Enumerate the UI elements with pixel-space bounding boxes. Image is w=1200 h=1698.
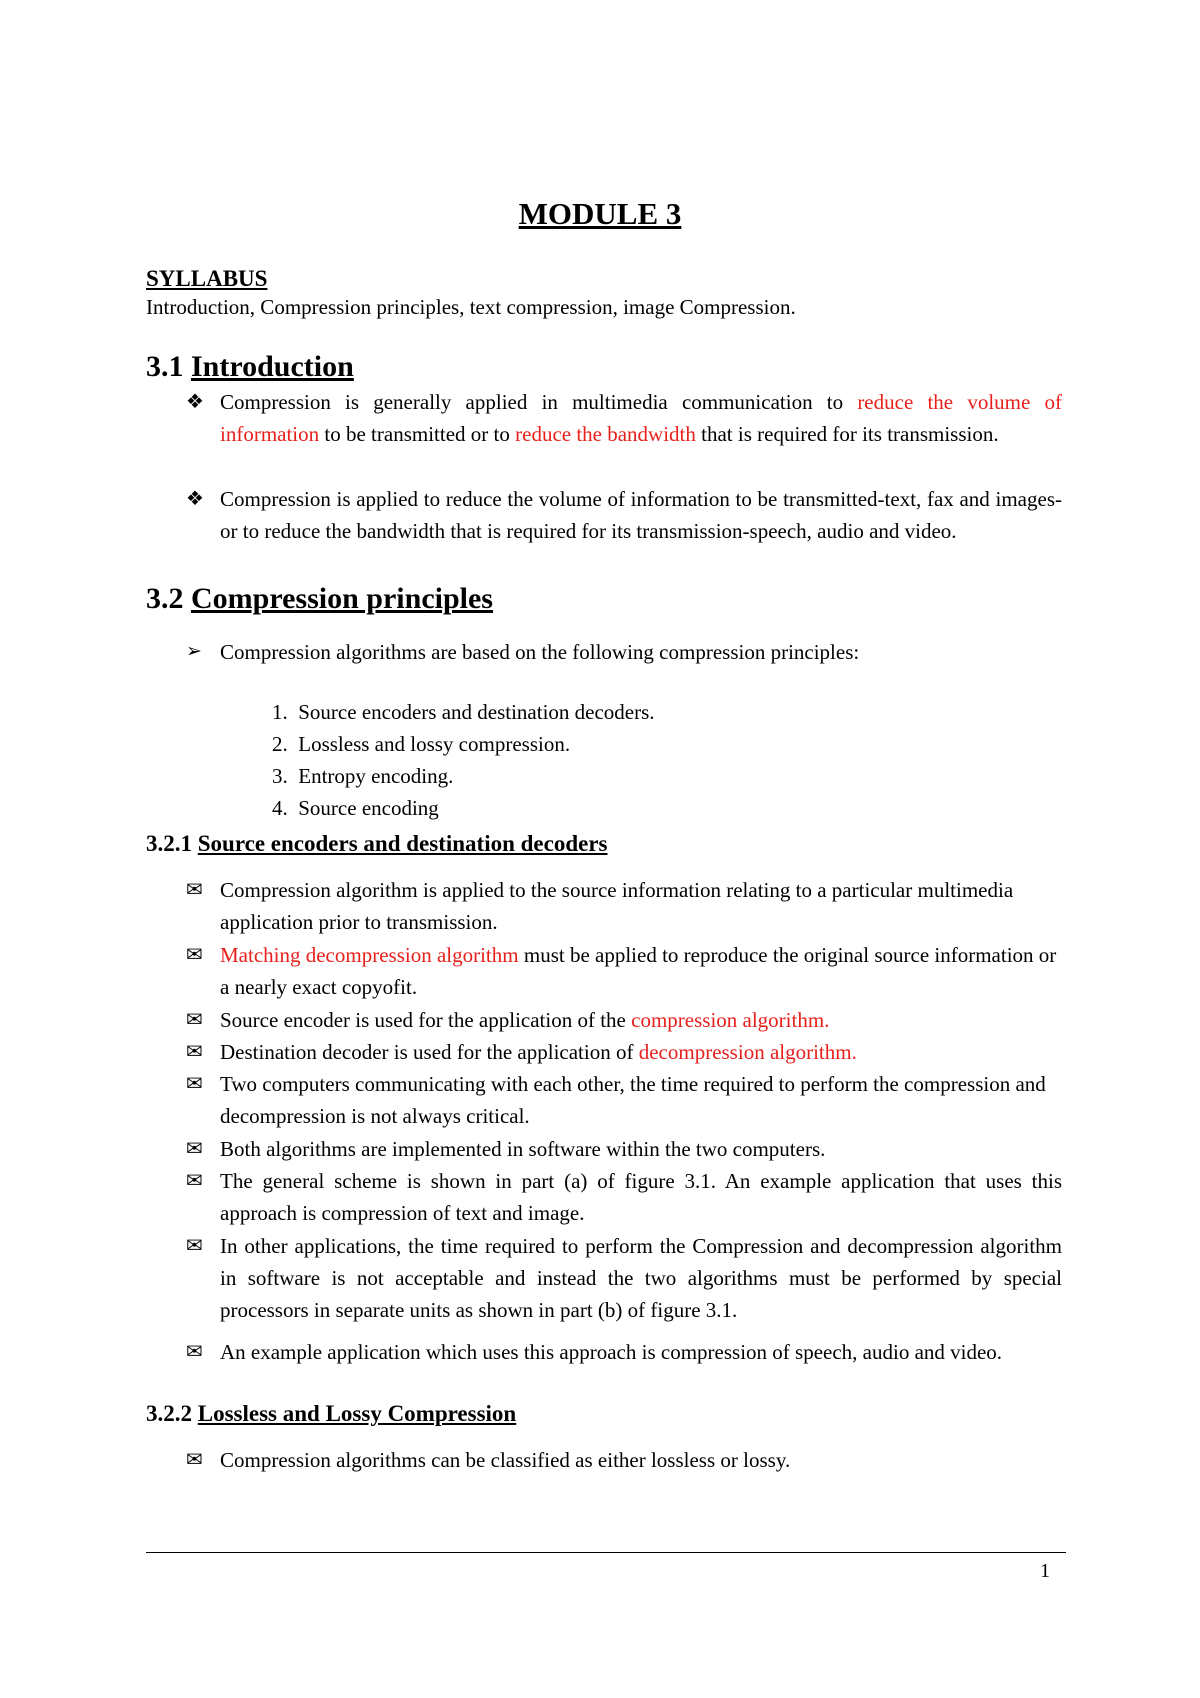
highlight-reduce-bandwidth: reduce the bandwidth <box>515 422 696 446</box>
diamond-bullet-icon: ❖ <box>186 488 204 510</box>
encoder-bullet-8: In other applications, the time required to perform the Compression and decompression algorithm in software is not acceptable and instead the two algorithms must be performed by special processors in separate units as shown in part (b) of figure 3.1. <box>220 1234 1062 1322</box>
section-3-2-number: 3.2 <box>146 582 184 615</box>
section-3-1-number: 3.1 <box>146 350 184 383</box>
section-3-2-heading <box>146 584 493 614</box>
section-3-2-1-heading <box>146 832 608 855</box>
section-3-2-title: Compression principles <box>191 582 493 615</box>
mail-bullet-icon: ✉ <box>186 1041 203 1063</box>
section-3-2-1-number: 3.2.1 <box>146 831 192 856</box>
mail-bullet-icon: ✉ <box>186 944 203 966</box>
encoder-bullet-7: The general scheme is shown in part (a) of figure 3.1. An example application that uses this approach is compression of text and image. <box>220 1169 1062 1225</box>
encoder-bullet-1: Compression algorithm is applied to the source information relating to a particular multimedia application prior to transmission. <box>220 878 1014 934</box>
principle-1: Source encoders and destination decoders. <box>298 700 655 724</box>
encoder-bullet-3-text: Source encoder is used for the application of the <box>220 1008 632 1032</box>
principle-4: Source encoding <box>298 796 439 820</box>
principles-list-item: 3. Entropy encoding. <box>272 764 454 788</box>
intro-bullet-1-text-b: to be transmitted or to <box>319 422 516 446</box>
mail-bullet-icon: ✉ <box>186 1138 203 1160</box>
footer-divider <box>146 1552 1066 1553</box>
mail-bullet-icon: ✉ <box>186 1170 203 1192</box>
intro-bullet-1-text-a: Compression is generally applied in multimedia communication to <box>220 390 858 414</box>
highlight-reduce-volume: reduce the volume of information <box>220 390 1062 446</box>
mail-bullet-icon: ✉ <box>186 1073 203 1095</box>
section-3-1-heading <box>146 352 354 382</box>
intro-bullet-1 <box>220 386 1062 450</box>
mail-bullet-icon: ✉ <box>186 1009 203 1031</box>
principles-intro: Compression algorithms are based on the following compression principles: <box>220 640 860 664</box>
mail-bullet-icon: ✉ <box>186 1341 203 1363</box>
principle-3: Entropy encoding. <box>298 764 454 788</box>
principle-2: Lossless and lossy compression. <box>298 732 571 756</box>
intro-bullet-1-text-c: that is required for its transmission. <box>695 422 999 446</box>
encoder-bullet-6: Both algorithms are implemented in software within the two computers. <box>220 1137 826 1161</box>
section-3-2-1-title: Source encoders and destination decoders <box>197 831 608 856</box>
arrow-bullet-icon: ➢ <box>186 641 202 662</box>
encoder-bullet-2 <box>220 939 1062 1003</box>
intro-bullet-2: Compression is applied to reduce the volume of information to be transmitted-text, fax and images-or to reduce the bandwidth that is required for its transmission-speech, audio and video. <box>220 487 1062 543</box>
highlight-compression-algorithm: compression algorithm. <box>631 1008 830 1032</box>
mail-bullet-icon: ✉ <box>186 879 203 901</box>
module-title: MODULE 3 <box>518 196 682 231</box>
page-number: 1 <box>1040 1560 1050 1582</box>
principles-list-item: 4. Source encoding <box>272 796 439 820</box>
principles-list-item: 2. Lossless and lossy compression. <box>272 732 571 756</box>
section-3-2-2-heading <box>146 1402 516 1425</box>
mail-bullet-icon: ✉ <box>186 1449 203 1471</box>
mail-bullet-icon: ✉ <box>186 1235 203 1257</box>
encoder-bullet-4 <box>220 1036 1062 1068</box>
encoder-bullet-3 <box>220 1004 1062 1036</box>
highlight-decompression-algorithm: decompression algorithm. <box>638 1040 857 1064</box>
encoder-bullet-9: An example application which uses this approach is compression of speech, audio and video. <box>220 1340 1003 1364</box>
section-3-2-2-number: 3.2.2 <box>146 1401 192 1426</box>
syllabus-heading: SYLLABUS <box>146 266 268 291</box>
encoder-bullet-5: Two computers communicating with each other, the time required to perform the compression and decompression is not always critical. <box>220 1072 1046 1128</box>
encoder-bullet-2-text: must be applied to reproduce the original source information or a nearly exact copyofit. <box>220 943 1057 999</box>
encoder-bullet-4-text: Destination decoder is used for the application of <box>220 1040 639 1064</box>
syllabus-text: Introduction, Compression principles, text compression, image Compression. <box>146 295 796 319</box>
diamond-bullet-icon: ❖ <box>186 391 204 413</box>
lossless-bullet-1: Compression algorithms can be classified as either lossless or lossy. <box>220 1448 791 1472</box>
highlight-matching-decompression: Matching decompression algorithm <box>220 943 519 967</box>
section-3-1-title: Introduction <box>191 350 354 383</box>
principles-list-item: 1. Source encoders and destination decoders. <box>272 700 655 724</box>
section-3-2-2-title: Lossless and Lossy Compression <box>197 1401 517 1426</box>
